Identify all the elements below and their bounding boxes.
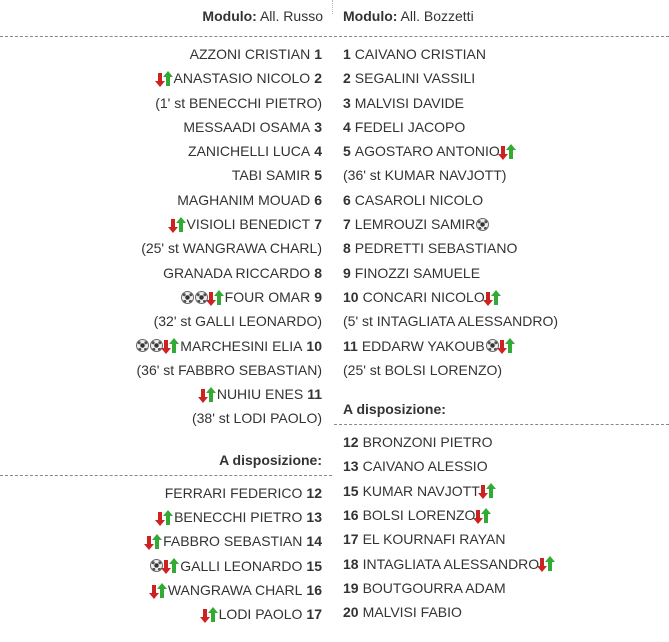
player-name: EDDARW YAKOUB xyxy=(361,337,485,354)
away-starters-list xyxy=(334,37,669,382)
player-name: MAGHANIM MOUAD xyxy=(177,191,311,208)
player-row xyxy=(334,42,669,66)
player-row xyxy=(334,334,669,358)
away-modulo xyxy=(334,0,669,32)
player-row xyxy=(334,139,669,163)
player-number: 13 xyxy=(343,458,359,475)
player-row xyxy=(334,576,669,600)
player-row xyxy=(0,578,332,602)
player-row xyxy=(0,505,332,529)
substitution-icon xyxy=(147,533,159,549)
home-modulo-label: Modulo: xyxy=(202,8,257,24)
player-row xyxy=(334,91,669,115)
player-name: EL KOURNAFI RAYAN xyxy=(362,531,506,548)
substitute-entry xyxy=(334,309,669,333)
player-row xyxy=(0,188,332,212)
player-row xyxy=(334,454,669,478)
player-name: FERRARI FEDERICO xyxy=(164,484,303,501)
substitution-icon xyxy=(486,289,498,305)
player-name: SEGALINI VASSILI xyxy=(354,70,476,87)
player-row xyxy=(0,139,332,163)
away-team-column xyxy=(334,0,669,625)
player-name: KUMAR NAVJOTT xyxy=(362,482,480,499)
ball-icon xyxy=(476,218,489,231)
player-row xyxy=(334,285,669,309)
player-name: TABI SAMIR xyxy=(231,167,311,184)
player-name: MALVISI FABIO xyxy=(362,604,462,621)
player-row xyxy=(334,261,669,285)
player-number: 10 xyxy=(306,337,322,354)
substitution-icon xyxy=(203,606,215,622)
player-number: 20 xyxy=(343,604,359,621)
player-event-icons xyxy=(203,606,215,622)
player-number: 3 xyxy=(314,118,322,135)
player-event-icons xyxy=(181,289,221,305)
home-bench-list xyxy=(0,476,332,627)
substitution-icon xyxy=(209,289,221,305)
player-number: 5 xyxy=(343,143,351,160)
player-number: 11 xyxy=(307,386,322,403)
substitution-icon xyxy=(164,338,176,354)
substitute-entry xyxy=(0,406,332,430)
ball-icon xyxy=(181,291,194,304)
player-row xyxy=(334,430,669,454)
player-event-icons xyxy=(540,556,552,572)
home-modulo xyxy=(0,0,332,32)
player-name: MESSAADI OSAMA xyxy=(183,118,311,135)
substitute-entry xyxy=(0,358,332,382)
player-number: 16 xyxy=(343,507,359,524)
player-row xyxy=(0,382,332,406)
substitution-icon xyxy=(152,582,164,598)
player-number: 4 xyxy=(343,118,351,135)
player-row xyxy=(334,115,669,139)
player-number: 8 xyxy=(343,240,351,257)
player-name: NUHIU ENES xyxy=(216,386,304,403)
player-number: 18 xyxy=(343,555,359,572)
player-name: BOUTGOURRA ADAM xyxy=(362,579,506,596)
player-event-icons xyxy=(136,338,176,354)
player-number: 15 xyxy=(343,482,359,499)
player-name: PEDRETTI SEBASTIANO xyxy=(354,240,518,257)
player-row xyxy=(0,334,332,358)
player-name: CASAROLI NICOLO xyxy=(354,191,484,208)
substitute-note: (25' st BOLSI LORENZO) xyxy=(343,361,503,378)
player-number: 8 xyxy=(314,264,322,281)
player-name: GRANADA RICCARDO xyxy=(163,264,311,281)
player-name: FABBRO SEBASTIAN xyxy=(163,533,303,550)
player-event-icons xyxy=(171,216,183,232)
player-number: 16 xyxy=(306,581,322,598)
player-row xyxy=(0,261,332,285)
player-row xyxy=(0,554,332,578)
player-number: 2 xyxy=(343,70,351,87)
player-row xyxy=(334,503,669,527)
player-row xyxy=(0,115,332,139)
player-number: 10 xyxy=(343,288,359,305)
substitute-note: (32' st GALLI LEONARDO) xyxy=(153,313,322,330)
player-row xyxy=(0,163,332,187)
substitution-icon xyxy=(158,509,170,525)
away-modulo-label: Modulo: xyxy=(343,8,398,24)
substitute-note: (38' st LODI PAOLO) xyxy=(191,410,322,427)
player-name: FEDELI JACOPO xyxy=(354,118,466,135)
player-number: 14 xyxy=(306,533,322,550)
player-name: INTAGLIATA ALESSANDRO xyxy=(362,555,540,572)
player-name: ANASTASIO NICOLO xyxy=(173,70,311,87)
player-name: ZANICHELLI LUCA xyxy=(188,143,311,160)
player-number: 7 xyxy=(314,216,322,233)
player-number: 2 xyxy=(314,70,322,87)
player-row xyxy=(0,42,332,66)
player-name: WANGRAWA CHARL xyxy=(167,581,303,598)
player-number: 12 xyxy=(343,434,359,451)
player-number: 4 xyxy=(314,143,322,160)
player-number: 6 xyxy=(343,191,351,208)
player-row xyxy=(0,66,332,90)
player-row xyxy=(334,66,669,90)
substitution-icon xyxy=(501,143,513,159)
player-row xyxy=(0,285,332,309)
player-number: 5 xyxy=(314,167,322,184)
player-number: 17 xyxy=(306,606,322,623)
player-number: 1 xyxy=(314,46,322,62)
player-number: 17 xyxy=(343,531,359,548)
substitution-icon xyxy=(171,216,183,232)
player-row xyxy=(334,479,669,503)
player-number: 3 xyxy=(343,94,351,111)
player-number: 11 xyxy=(343,337,358,354)
player-row xyxy=(334,552,669,576)
player-row xyxy=(0,212,332,236)
player-number: 12 xyxy=(306,484,322,501)
player-event-icons xyxy=(158,509,170,525)
substitute-entry xyxy=(0,236,332,260)
player-event-icons xyxy=(481,483,493,499)
player-number: 7 xyxy=(343,216,351,233)
substitute-note: (36' st KUMAR NAVJOTT) xyxy=(343,167,507,184)
player-event-icons xyxy=(201,386,213,402)
player-number: 6 xyxy=(314,191,322,208)
substitute-note: (5' st INTAGLIATA ALESSANDRO) xyxy=(343,313,559,330)
player-row xyxy=(334,600,669,624)
player-row xyxy=(0,602,332,626)
player-event-icons xyxy=(152,582,164,598)
player-event-icons xyxy=(476,218,489,231)
home-coach: All. Russo xyxy=(259,8,323,24)
player-name: LEMROUZI SAMIR xyxy=(354,216,476,233)
player-row xyxy=(0,481,332,505)
player-number: 13 xyxy=(306,509,322,526)
substitute-entry xyxy=(0,91,332,115)
player-name: CONCARI NICOLO xyxy=(362,288,485,305)
player-name: AGOSTARO ANTONIO xyxy=(354,143,500,160)
player-name: AZZONI CRISTIAN xyxy=(189,46,311,62)
substitute-entry xyxy=(0,309,332,333)
away-coach: All. Bozzetti xyxy=(400,8,474,24)
player-name: MARCHESINI ELIA xyxy=(180,337,303,354)
substitution-icon xyxy=(481,483,493,499)
ball-icon xyxy=(136,339,149,352)
substitute-note: (25' st WANGRAWA CHARL) xyxy=(141,240,322,257)
player-event-icons xyxy=(476,507,488,523)
player-row xyxy=(334,212,669,236)
player-number: 1 xyxy=(343,46,351,62)
player-name: GALLI LEONARDO xyxy=(180,557,303,574)
player-event-icons xyxy=(147,533,159,549)
player-event-icons xyxy=(486,289,498,305)
substitution-icon xyxy=(540,556,552,572)
away-bench-title: A disposizione: xyxy=(343,401,446,418)
player-row xyxy=(334,236,669,260)
player-name: CAIVANO ALESSIO xyxy=(362,458,488,475)
substitute-entry xyxy=(334,163,669,187)
player-row xyxy=(0,529,332,553)
substitution-icon xyxy=(201,386,213,402)
home-team-column xyxy=(0,0,332,627)
player-name: MALVISI DAVIDE xyxy=(354,94,464,111)
substitution-icon xyxy=(476,507,488,523)
substitute-entry xyxy=(334,358,669,382)
substitute-note: (36' st FABBRO SEBASTIAN) xyxy=(136,361,322,378)
player-number: 9 xyxy=(343,264,351,281)
player-number: 19 xyxy=(343,579,359,596)
player-event-icons xyxy=(150,558,176,574)
player-number: 15 xyxy=(306,557,322,574)
home-starters-list xyxy=(0,37,332,431)
home-bench-title: A disposizione: xyxy=(219,451,322,468)
substitute-note: (1' st BENECCHI PIETRO) xyxy=(155,94,322,111)
substitution-icon xyxy=(500,338,512,354)
substitution-icon xyxy=(164,558,176,574)
player-name: CAIVANO CRISTIAN xyxy=(354,46,486,62)
player-name: BENECCHI PIETRO xyxy=(174,509,303,526)
player-name: FOUR OMAR xyxy=(224,288,311,305)
player-name: FINOZZI SAMUELE xyxy=(354,264,481,281)
player-event-icons xyxy=(158,70,170,86)
player-name: BOLSI LORENZO xyxy=(362,507,476,524)
player-number: 9 xyxy=(314,288,322,305)
player-name: LODI PAOLO xyxy=(218,606,303,623)
away-bench-list xyxy=(334,425,669,624)
substitution-icon xyxy=(158,70,170,86)
player-event-icons xyxy=(486,338,512,354)
column-separator xyxy=(332,0,333,14)
player-row xyxy=(334,188,669,212)
player-name: VISIOLI BENEDICT xyxy=(186,216,311,233)
player-row xyxy=(334,527,669,551)
player-event-icons xyxy=(501,143,513,159)
player-name: BRONZONI PIETRO xyxy=(362,434,493,451)
